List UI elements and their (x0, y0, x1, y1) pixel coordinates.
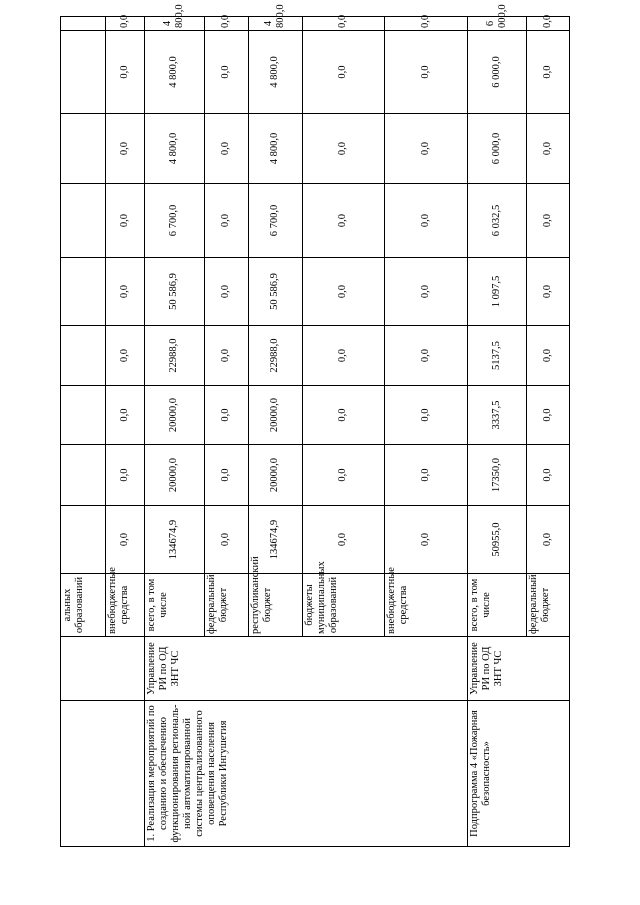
value-cell: 20000,0 (248, 386, 302, 445)
section-title-cell: Подпрограмма 4 «Пожарная безопасность» (467, 701, 569, 847)
value-cell: 0,0 (302, 258, 384, 326)
value-cell: 0,0 (302, 506, 384, 574)
value-cell: 0,0 (204, 326, 248, 386)
value-cell: 0,0 (302, 445, 384, 506)
value-cell: 6 700,0 (248, 184, 302, 258)
value-cell: 50 586,9 (144, 258, 204, 326)
value-cell: 0,0 (106, 386, 144, 445)
rotated-table-wrapper (60, 4, 570, 847)
title-cell (61, 701, 145, 847)
value-cell: 4 800,0 (144, 17, 204, 31)
source-cell: всего, в том числе (144, 574, 204, 637)
value-cell: 0,0 (302, 184, 384, 258)
table-body (61, 4, 570, 847)
source-cell: федеральный бюджет (204, 574, 248, 637)
value-cell: 0,0 (385, 386, 467, 445)
value-cell (61, 386, 106, 445)
value-cell: 0,0 (527, 114, 570, 184)
section-title-cell: 1. Реализация мероприятий по созданию и обеспечению функционирования региональ-ной автоматизированной системы централизованного оповещения населения Республики Ингушетия (144, 701, 467, 847)
value-cell: 0,0 (385, 258, 467, 326)
value-cell: 0,0 (106, 258, 144, 326)
source-cell: всего, в том числе (467, 574, 527, 637)
value-cell: 22988,0 (144, 326, 204, 386)
value-cell: 6 000,0 (467, 31, 527, 114)
executor-cell (61, 637, 145, 701)
value-cell: 0,0 (385, 184, 467, 258)
budget-table (60, 4, 570, 847)
value-cell: 0,0 (204, 506, 248, 574)
value-cell: 0,0 (527, 506, 570, 574)
value-cell: 50955,0 (467, 506, 527, 574)
value-cell (61, 114, 106, 184)
value-cell: 0,0 (106, 31, 144, 114)
value-cell: 20000,0 (248, 445, 302, 506)
table-row (61, 17, 106, 847)
executor-cell: Управление РИ по ОД ЗНТ ЧС (144, 637, 467, 701)
value-cell: 0,0 (527, 386, 570, 445)
executor-cell: Управление РИ по ОД ЗНТ ЧС (467, 637, 569, 701)
value-cell: 0,0 (385, 506, 467, 574)
value-cell: 4 800,0 (144, 31, 204, 114)
value-cell: 4 800,0 (248, 114, 302, 184)
value-cell: 0,0 (204, 114, 248, 184)
value-cell: 0,0 (385, 17, 467, 31)
value-cell: 6 700,0 (144, 184, 204, 258)
value-cell: 6 032,5 (467, 184, 527, 258)
value-cell: 0,0 (527, 184, 570, 258)
value-cell (61, 506, 106, 574)
value-cell: 20000,0 (144, 445, 204, 506)
value-cell: 22988,0 (248, 326, 302, 386)
value-cell: 0,0 (527, 31, 570, 114)
value-cell: 20000,0 (144, 386, 204, 445)
value-cell: 0,0 (204, 258, 248, 326)
value-cell: 0,0 (204, 17, 248, 31)
value-cell: 5137,5 (467, 326, 527, 386)
value-cell (61, 184, 106, 258)
value-cell: 0,0 (385, 114, 467, 184)
value-cell: 0,0 (106, 184, 144, 258)
value-cell: 0,0 (527, 17, 570, 31)
value-cell: 0,0 (527, 258, 570, 326)
value-cell: 0,0 (302, 31, 384, 114)
source-cell: внебюджетные средства (385, 574, 467, 637)
value-cell: 0,0 (302, 386, 384, 445)
value-cell (61, 258, 106, 326)
value-cell: 0,0 (302, 326, 384, 386)
value-cell: 0,0 (302, 17, 384, 31)
table-row (467, 17, 527, 847)
value-cell: 0,0 (204, 31, 248, 114)
value-cell: 4 800,0 (144, 114, 204, 184)
value-cell: 0,0 (106, 326, 144, 386)
value-cell: 4 800,0 (248, 31, 302, 114)
value-cell: 50 586,9 (248, 258, 302, 326)
value-cell (61, 31, 106, 114)
table-row (144, 17, 204, 847)
value-cell: 4 800,0 (248, 17, 302, 31)
value-cell: 0,0 (204, 386, 248, 445)
value-cell: 134674,9 (248, 506, 302, 574)
value-cell (61, 17, 106, 31)
value-cell: 0,0 (106, 114, 144, 184)
value-cell: 6 000,0 (467, 17, 527, 31)
source-cell: внебюджетные средства (106, 574, 144, 637)
value-cell: 0,0 (204, 184, 248, 258)
value-cell (61, 326, 106, 386)
value-cell: 0,0 (527, 326, 570, 386)
value-cell: 0,0 (106, 445, 144, 506)
value-cell: 0,0 (204, 445, 248, 506)
value-cell: 0,0 (385, 445, 467, 506)
source-cell: федеральный бюджет (527, 574, 570, 637)
value-cell: 0,0 (106, 17, 144, 31)
value-cell: 0,0 (385, 326, 467, 386)
value-cell: 1 097,5 (467, 258, 527, 326)
value-cell: 0,0 (106, 506, 144, 574)
value-cell: 17350,0 (467, 445, 527, 506)
source-cell: бюджеты муниципальных образований (302, 574, 384, 637)
value-cell: 0,0 (302, 114, 384, 184)
source-cell: республиканский бюджет (248, 574, 302, 637)
value-cell: 134674,9 (144, 506, 204, 574)
value-cell: 6 000,0 (467, 114, 527, 184)
value-cell (61, 445, 106, 506)
source-cell: альных образований (61, 574, 106, 637)
value-cell: 3337,5 (467, 386, 527, 445)
value-cell: 0,0 (385, 31, 467, 114)
value-cell: 0,0 (527, 445, 570, 506)
